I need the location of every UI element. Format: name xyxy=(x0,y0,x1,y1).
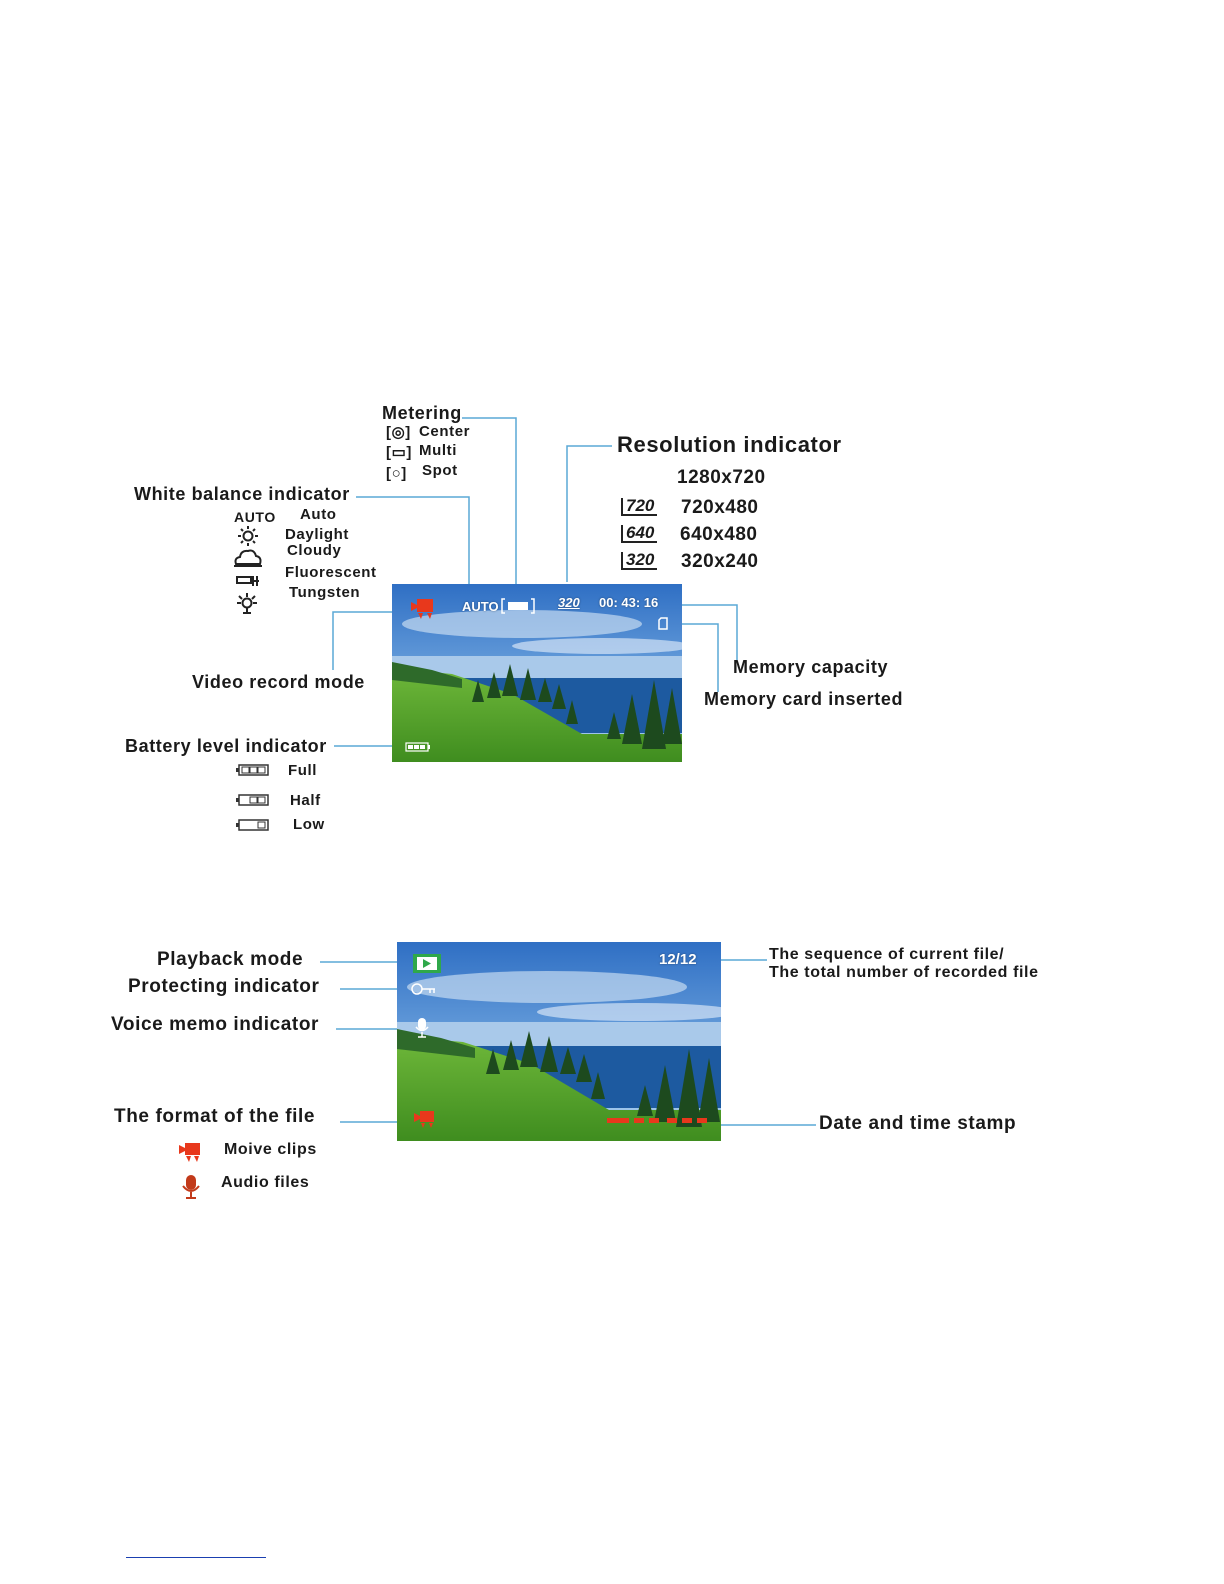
metering-multi-label: Multi xyxy=(419,442,457,459)
record-mode-screen xyxy=(392,584,682,762)
resolution-720-label: 720x480 xyxy=(681,497,759,518)
landscape-photo xyxy=(397,942,721,1141)
memory-card-icon xyxy=(658,617,668,630)
bulb-icon xyxy=(236,593,258,615)
video-record-mode-label: Video record mode xyxy=(192,672,365,692)
resolution-640-label: 640x480 xyxy=(680,524,758,545)
osd-resolution: 320 xyxy=(558,595,580,610)
cloud-icon xyxy=(232,546,264,568)
osd-metering-icon xyxy=(501,598,535,614)
battery-half-label: Half xyxy=(290,792,321,809)
movie-camera-icon xyxy=(178,1141,204,1163)
metering-title: Metering xyxy=(382,403,462,423)
microphone-icon xyxy=(182,1174,200,1200)
resolution-320-label: 320x240 xyxy=(681,551,759,572)
footer-rule xyxy=(126,1557,266,1558)
resolution-title: Resolution indicator xyxy=(617,432,842,457)
sun-icon xyxy=(238,526,258,546)
resolution-640-badge: 640 xyxy=(621,525,657,543)
resolution-320-badge: 320 xyxy=(621,552,657,570)
metering-center-icon: [◎] xyxy=(386,424,411,441)
playback-counter: 12/12 xyxy=(659,951,697,968)
battery-level-title: Battery level indicator xyxy=(125,736,327,756)
playback-mode-screen xyxy=(397,942,721,1141)
wb-daylight-label: Daylight xyxy=(285,526,349,543)
battery-low-icon xyxy=(236,819,270,832)
voice-memo-indicator-label: Voice memo indicator xyxy=(111,1014,320,1035)
memory-capacity-label: Memory capacity xyxy=(733,657,889,677)
resolution-720-badge: 720 xyxy=(621,498,657,516)
battery-full-label: Full xyxy=(288,762,318,779)
movie-clips-label: Moive clips xyxy=(224,1141,317,1158)
date-time-stamp-label: Date and time stamp xyxy=(819,1113,1017,1134)
wb-auto-label: Auto xyxy=(300,506,337,523)
osd-battery-icon xyxy=(405,742,431,752)
protect-key-icon xyxy=(410,982,438,996)
battery-full-icon xyxy=(236,764,270,777)
playback-mode-label: Playback mode xyxy=(157,949,304,970)
wb-auto-icon: AUTO xyxy=(234,509,276,525)
wb-cloudy-label: Cloudy xyxy=(287,542,342,559)
file-format-label: The format of the file xyxy=(114,1106,316,1127)
battery-low-label: Low xyxy=(293,816,325,833)
memory-card-inserted-label: Memory card inserted xyxy=(704,689,904,709)
file-format-movie-icon xyxy=(413,1109,437,1129)
date-time-stamp-icon xyxy=(607,1117,707,1125)
metering-spot-label: Spot xyxy=(422,462,458,479)
osd-wb-auto: AUTO xyxy=(462,599,499,614)
playback-mode-icon xyxy=(412,953,442,974)
fluorescent-icon xyxy=(236,574,260,588)
metering-spot-icon: [○] xyxy=(386,465,407,482)
sequence-label-line1: The sequence of current file/ xyxy=(769,946,1005,963)
battery-half-icon xyxy=(236,794,270,807)
video-record-mode-icon xyxy=(409,597,439,621)
wb-tungsten-label: Tungsten xyxy=(289,584,361,601)
white-balance-title: White balance indicator xyxy=(134,484,350,504)
wb-fluorescent-label: Fluorescent xyxy=(285,564,377,581)
metering-center-label: Center xyxy=(419,423,471,440)
sequence-label-line2: The total number of recorded file xyxy=(769,964,1039,981)
metering-multi-icon: [▭] xyxy=(386,444,412,461)
audio-files-label: Audio files xyxy=(221,1174,310,1191)
protecting-indicator-label: Protecting indicator xyxy=(128,976,320,997)
voice-memo-microphone-icon xyxy=(415,1017,429,1039)
resolution-1280-label: 1280x720 xyxy=(677,467,766,488)
osd-memory-capacity: 00: 43: 16 xyxy=(599,595,659,610)
